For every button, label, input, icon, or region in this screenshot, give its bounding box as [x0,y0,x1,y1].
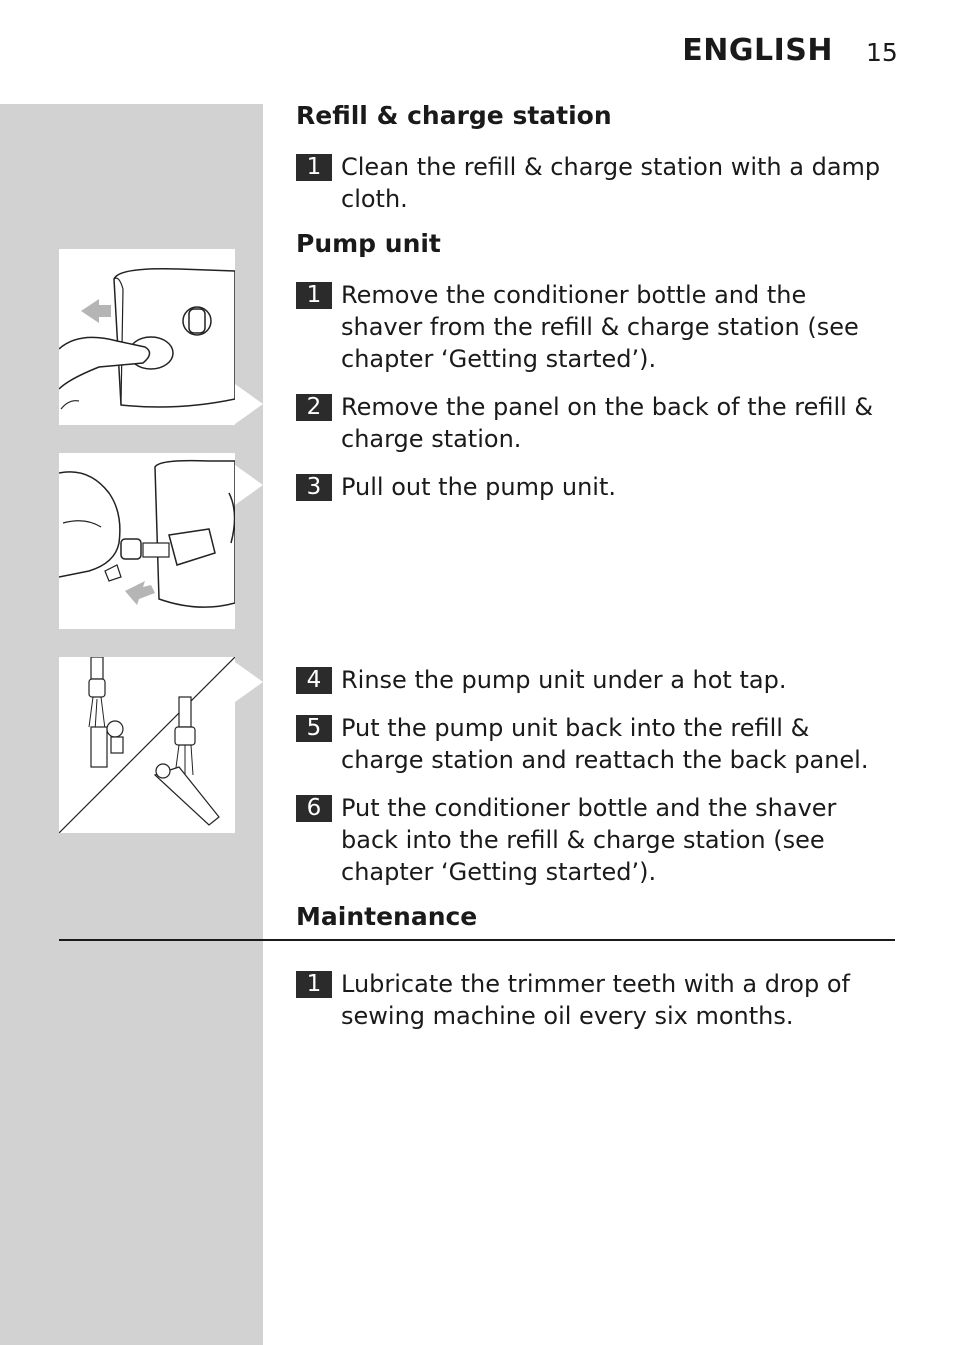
step-text: Lubricate the trimmer teeth with a drop of sewing machine oil every six months. [341,970,850,1030]
section-divider [59,939,895,941]
step-number-badge: 2 [296,394,332,421]
step-text: Put the pump unit back into the refill & charge station and reattach the back panel. [341,714,869,774]
section-title-refill: Refill & charge station [296,101,612,130]
language-heading: ENGLISH [682,33,833,68]
step-number-badge: 3 [296,474,332,501]
step-number-badge: 1 [296,971,332,998]
step-number-badge: 5 [296,715,332,742]
page-number: 15 [866,38,898,67]
step-text: Clean the refill & charge station with a damp cloth. [341,153,881,213]
step-number-badge: 6 [296,795,332,822]
section-title-pump: Pump unit [296,229,441,258]
section-title-maintenance: Maintenance [296,902,478,931]
step-number-badge: 1 [296,154,332,181]
step-number-badge: 4 [296,667,332,694]
step-text: Remove the conditioner bottle and the shaver from the refill & charge station (see chapter ‘Getting started’). [341,281,859,373]
remove-panel-illustration [59,249,235,425]
pull-out-pump-illustration [59,453,235,629]
step-text: Remove the panel on the back of the refill & charge station. [341,393,874,453]
figure-pointer-2 [235,465,263,505]
figure-pointer-3 [235,662,263,702]
step-text: Put the conditioner bottle and the shaver back into the refill & charge station (see chapter ‘Getting started’). [341,794,837,886]
step-text: Pull out the pump unit. [341,473,616,501]
figure-pointer-1 [235,384,263,424]
step-text: Rinse the pump unit under a hot tap. [341,666,787,694]
rinse-pump-illustration [59,657,235,833]
step-number-badge: 1 [296,282,332,309]
